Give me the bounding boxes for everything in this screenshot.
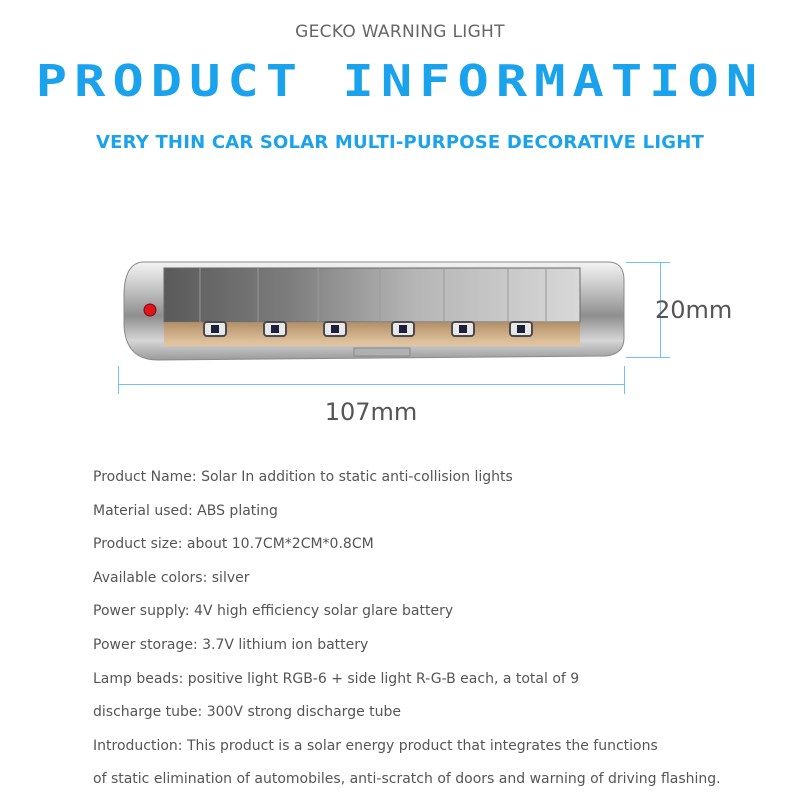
height-dimension-tick-top: [626, 262, 670, 263]
spec-power-supply: Power supply: 4V high efficiency solar glare battery: [93, 603, 454, 620]
headline: PRODUCT INFORMATION: [35, 56, 765, 107]
spec-introduction-continued: of static elimination of automobiles, anti-scratch of doors and warning of driving flashing.: [93, 771, 721, 788]
spec-size: Product size: about 10.7CM*2CM*0.8CM: [93, 536, 374, 553]
spec-product-name: Product Name: Solar In addition to static anti-collision lights: [93, 469, 513, 485]
width-dimension-label: 107mm: [324, 398, 418, 426]
spec-discharge-tube: discharge tube: 300V strong discharge tube: [93, 704, 402, 721]
spec-power-storage: Power storage: 3.7V lithium ion battery: [93, 636, 369, 653]
product-image: [118, 256, 630, 368]
width-dimension-tick-left: [118, 366, 119, 394]
solar-panel: [164, 268, 580, 322]
spec-lamp-beads: Lamp beads: positive light RGB-6 + side light R-G-B each, a total of 9: [93, 670, 580, 687]
subtitle: VERY THIN CAR SOLAR MULTI-PURPOSE DECORATIVE LIGHT: [96, 132, 704, 153]
red-indicator: [144, 304, 156, 316]
spec-material: Material used: ABS plating: [93, 502, 278, 519]
width-dimension-line: [118, 384, 624, 385]
height-dimension-tick-bottom: [626, 357, 670, 358]
spec-introduction: Introduction: This product is a solar energy product that integrates the functions: [93, 737, 658, 754]
spec-colors: Available colors: silver: [93, 569, 250, 586]
brand-name: GECKO WARNING LIGHT: [295, 22, 505, 42]
height-dimension-label: 20mm: [655, 296, 733, 324]
width-dimension-tick-right: [624, 366, 625, 394]
spec-list: [93, 468, 783, 800]
